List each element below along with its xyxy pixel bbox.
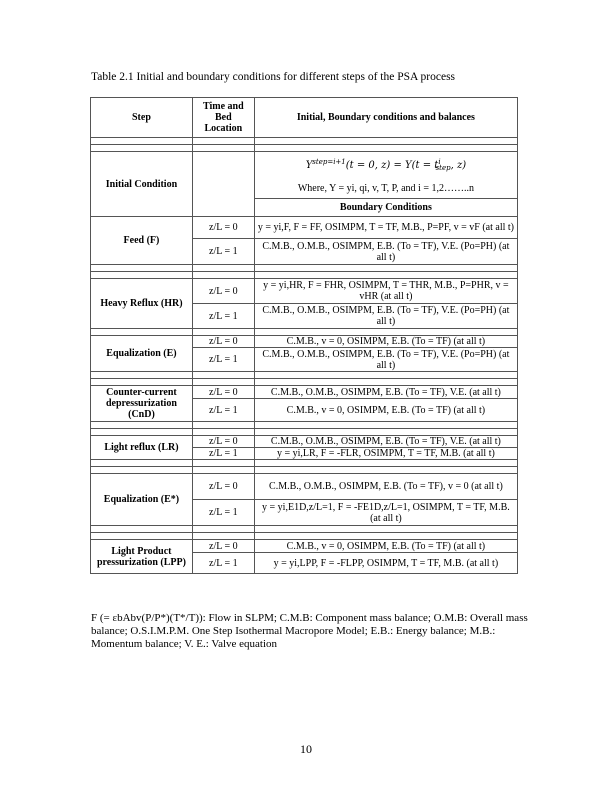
step-feed: Feed (F) bbox=[91, 217, 193, 265]
eq-loc1: z/L = 1 bbox=[192, 348, 254, 372]
eqs-loc0: z/L = 0 bbox=[192, 474, 254, 500]
feed-loc1: z/L = 1 bbox=[192, 239, 254, 265]
lpp-loc0: z/L = 0 bbox=[192, 540, 254, 553]
table-caption: Table 2.1 Initial and boundary conditions for different steps of the PSA process bbox=[91, 71, 456, 83]
boundary-conditions-label: Boundary Conditions bbox=[254, 199, 517, 217]
hr-loc0: z/L = 0 bbox=[192, 279, 254, 304]
lpp-c1: y = yi,LPP, F = -FLPP, OSIMPM, T = TF, M.B. (at all t) bbox=[254, 553, 517, 574]
eq-c0: C.M.B., v = 0, OSIMPM, E.B. (To = TF) (at all t) bbox=[254, 336, 517, 348]
lr-c0: C.M.B., O.M.B., OSIMPM, E.B. (To = TF), V.E. (at all t) bbox=[254, 436, 517, 448]
cnd-c1: C.M.B., v = 0, OSIMPM, E.B. (To = TF) (at all t) bbox=[254, 399, 517, 422]
initial-condition-cell bbox=[254, 152, 517, 199]
hr-c1: C.M.B., O.M.B., OSIMPM, E.B. (To = TF), V.E. (Po=PH) (at all t) bbox=[254, 304, 517, 329]
table-footnote: F (= εbAbv(P/P*)(T*/T)): Flow in SLPM; C.M.B: Component mass balance; O.M.B: Overall mass balance; O.S.I.M.P.M. One Step Isothermal Macropore Model; E.B.: Energy balance; M.B.: Momentum balance; V. E.: Valve equation bbox=[91, 612, 528, 650]
step-heavy-reflux: Heavy Reflux (HR) bbox=[91, 279, 193, 329]
step-cnd: Counter-current depressurization (CnD) bbox=[91, 386, 193, 422]
cnd-loc0: z/L = 0 bbox=[192, 386, 254, 399]
feed-c0: y = yi,F, F = FF, OSIMPM, T = TF, M.B., P=PF, v = vF (at all t) bbox=[254, 217, 517, 239]
eqs-c0: C.M.B., O.M.B., OSIMPM, E.B. (To = TF), v = 0 (at all t) bbox=[254, 474, 517, 500]
cnd-c0: C.M.B., O.M.B., OSIMPM, E.B. (To = TF), V.E. (at all t) bbox=[254, 386, 517, 399]
feed-loc0: z/L = 0 bbox=[192, 217, 254, 239]
header-conditions: Initial, Boundary conditions and balances bbox=[254, 98, 517, 138]
eqs-c1: y = yi,E1D,z/L=1, F = -FE1D,z/L=1, OSIMPM, T = TF, M.B. (at all t) bbox=[254, 500, 517, 526]
step-light-reflux: Light reflux (LR) bbox=[91, 436, 193, 460]
step-lpp: Light Product pressurization (LPP) bbox=[91, 540, 193, 574]
lr-loc1: z/L = 1 bbox=[192, 448, 254, 460]
step-equalization-star: Equalization (E*) bbox=[91, 474, 193, 526]
header-time-bed: Time and Bed Location bbox=[192, 98, 254, 138]
initial-equation: $Y^{step=i+1}(t = 0$, $z) = Y(t = t^i_{step}$, z) bbox=[305, 157, 467, 172]
lr-loc0: z/L = 0 bbox=[192, 436, 254, 448]
page-number: 10 bbox=[300, 742, 312, 756]
feed-c1: C.M.B., O.M.B., OSIMPM, E.B. (To = TF), V.E. (Po=PH) (at all t) bbox=[254, 239, 517, 265]
lpp-loc1: z/L = 1 bbox=[192, 553, 254, 574]
lpp-c0: C.M.B., v = 0, OSIMPM, E.B. (To = TF) (at all t) bbox=[254, 540, 517, 553]
initial-where: Where, Y = yi, qi, v, T, P, and i = 1,2……..n bbox=[297, 182, 474, 194]
cnd-loc1: z/L = 1 bbox=[192, 399, 254, 422]
step-equalization: Equalization (E) bbox=[91, 336, 193, 372]
conditions-table bbox=[90, 97, 518, 574]
step-initial: Initial Condition bbox=[91, 152, 193, 217]
header-step: Step bbox=[91, 98, 193, 138]
eq-c1: C.M.B., O.M.B., OSIMPM, E.B. (To = TF), V.E. (Po=PH) (at all t) bbox=[254, 348, 517, 372]
hr-loc1: z/L = 1 bbox=[192, 304, 254, 329]
hr-c0: y = yi,HR, F = FHR, OSIMPM, T = THR, M.B., P=PHR, v = vHR (at all t) bbox=[254, 279, 517, 304]
lr-c1: y = yi,LR, F = -FLR, OSIMPM, T = TF, M.B. (at all t) bbox=[254, 448, 517, 460]
eqs-loc1: z/L = 1 bbox=[192, 500, 254, 526]
eq-loc0: z/L = 0 bbox=[192, 336, 254, 348]
